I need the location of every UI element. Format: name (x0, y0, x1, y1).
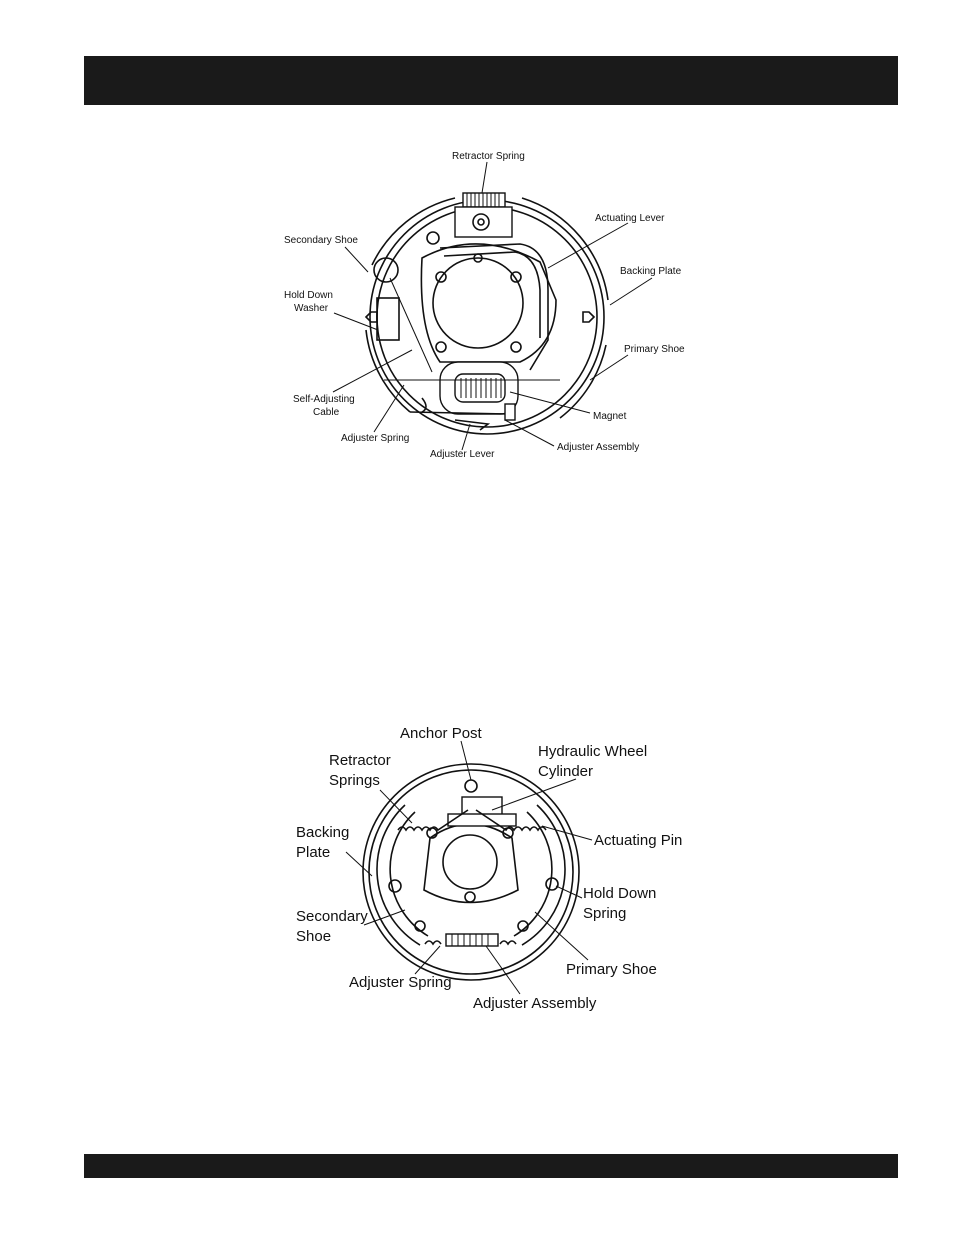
leader-actuating-lever (548, 223, 628, 268)
shoe-pivot (374, 258, 398, 282)
label-secondary-shoe-2: Shoe (296, 928, 332, 945)
magnet-core (455, 374, 505, 402)
leader-adjuster-spring (374, 385, 404, 432)
stud-hole (436, 342, 446, 352)
label-hold-down-washer-2: Washer (294, 303, 329, 314)
hydraulic-brake-diagram (296, 725, 682, 1012)
hold-down-spring-left (389, 880, 401, 892)
leader-anchor-post (461, 741, 471, 780)
leader-backing-plate (346, 852, 372, 876)
hold-down-washer-right (583, 312, 594, 322)
actuating-lever-edge (444, 252, 540, 338)
stud-hole (465, 892, 475, 902)
hub-bore (433, 258, 523, 348)
label-backing-plate-2: Plate (296, 844, 331, 861)
label-adjuster-spring: Adjuster Spring (341, 433, 410, 444)
label-backing-plate-1: Backing (296, 824, 350, 841)
leader-secondary-shoe (345, 247, 368, 272)
label-primary-shoe: Primary Shoe (566, 961, 657, 978)
label-self-adjusting-cable-1: Self-Adjusting (293, 394, 355, 405)
label-self-adjusting-cable-2: Cable (313, 407, 340, 418)
label-retractor-springs-2: Springs (329, 772, 380, 789)
leader-magnet (510, 392, 590, 413)
stud-hole (511, 342, 521, 352)
label-hold-down-spring-1: Hold Down (583, 885, 657, 902)
adjuster-wheel (505, 404, 515, 420)
label-backing-plate: Backing Plate (620, 266, 682, 277)
label-adjuster-lever: Adjuster Lever (430, 449, 495, 460)
label-hydraulic-wheel-cylinder-2: Cylinder (538, 763, 594, 780)
label-hold-down-washer-1: Hold Down (284, 290, 333, 301)
adjuster-lever-part (455, 420, 488, 430)
label-actuating-lever: Actuating Lever (595, 213, 665, 224)
hold-down-washer (366, 312, 377, 322)
hold-down-spring-right (546, 878, 558, 890)
electric-brake-diagram (284, 151, 685, 460)
label-adjuster-spring: Adjuster Spring (349, 974, 452, 991)
anchor-post (465, 780, 477, 792)
label-adjuster-assembly: Adjuster Assembly (473, 995, 597, 1012)
leader-adjuster-lever (462, 424, 470, 450)
label-secondary-shoe: Secondary Shoe (284, 235, 358, 246)
hold-down-washer-plate (377, 298, 399, 340)
label-actuating-pin: Actuating Pin (594, 832, 683, 849)
label-hydraulic-wheel-cylinder-1: Hydraulic Wheel (538, 743, 648, 760)
primary-shoe-web (514, 812, 552, 936)
label-retractor-springs-1: Retractor (329, 752, 391, 769)
leader-retractor-spring (482, 162, 487, 193)
adjuster-assembly (446, 934, 498, 946)
label-hold-down-spring-2: Spring (583, 905, 627, 922)
label-adjuster-assembly: Adjuster Assembly (557, 442, 640, 453)
hub-flange (421, 244, 556, 362)
label-anchor-post: Anchor Post (400, 725, 482, 742)
cable-eye (427, 232, 439, 244)
stud-hole (511, 272, 521, 282)
label-magnet: Magnet (593, 411, 627, 422)
leader-backing-plate (610, 278, 652, 305)
hub-bore (443, 835, 497, 889)
label-primary-shoe: Primary Shoe (624, 344, 685, 355)
label-secondary-shoe-1: Secondary (296, 908, 368, 925)
adjuster-spring-hook (422, 398, 426, 412)
leader-adjuster-assembly (505, 420, 554, 446)
label-retractor-spring: Retractor Spring (452, 151, 525, 162)
